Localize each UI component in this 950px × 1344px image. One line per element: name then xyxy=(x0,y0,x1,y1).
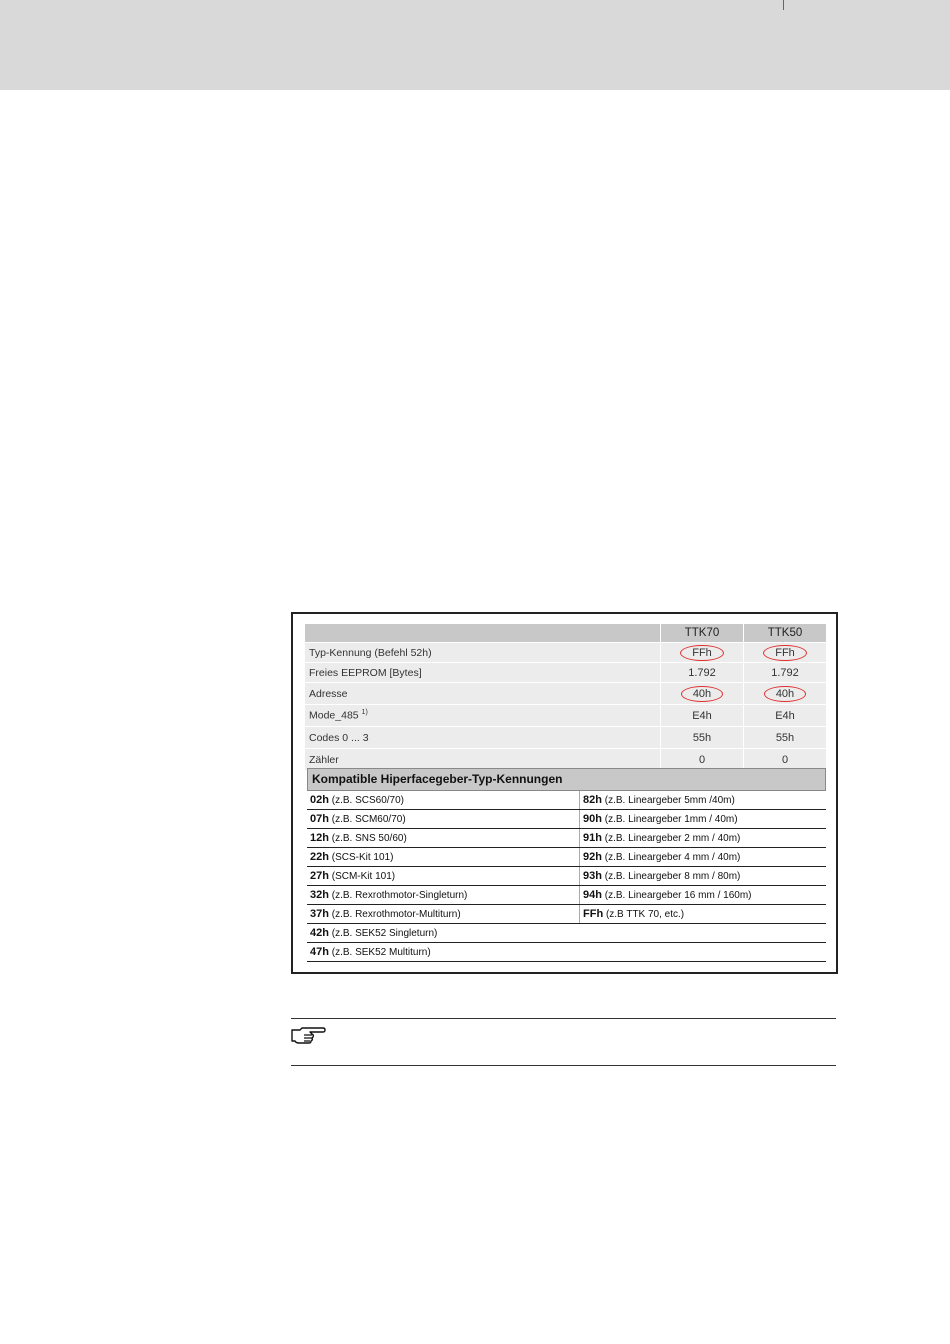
row-label: Adresse xyxy=(305,683,661,705)
row-label: Mode_485 $^{1)}$ xyxy=(305,705,661,727)
row-label: Typ-Kennung (Befehl 52h) xyxy=(305,643,661,663)
note-bottom-rule xyxy=(291,1065,836,1066)
table-row xyxy=(305,727,826,749)
crop-mark xyxy=(783,0,784,10)
encoder-property-table xyxy=(305,624,826,770)
type-description: (z.B. Lineargeber 16 mm / 160m) xyxy=(604,890,752,901)
row-label: Freies EEPROM [Bytes] xyxy=(305,663,661,683)
type-description: (z.B. SEK52 Multiturn) xyxy=(331,947,431,958)
type-code: 12h xyxy=(310,832,329,844)
compatible-codes-title: Kompatible Hiperfacegeber-Typ-Kennungen xyxy=(307,768,826,791)
table-row xyxy=(307,848,826,867)
table-row xyxy=(307,829,826,848)
type-code: 22h xyxy=(310,851,329,863)
encoder-figure xyxy=(291,612,838,974)
row-value: 55h xyxy=(744,727,827,749)
type-code: 37h xyxy=(310,908,329,920)
note-top-rule xyxy=(291,1018,836,1019)
type-code: 47h xyxy=(310,946,329,958)
type-code: 42h xyxy=(310,927,329,939)
property-table-header xyxy=(305,624,826,643)
type-description: (z.B. Lineargeber 2 mm / 40m) xyxy=(604,833,741,844)
compatible-codes-table xyxy=(307,768,826,962)
highlighted-value: FFh xyxy=(763,645,807,661)
table-row xyxy=(305,749,826,771)
type-code: FFh xyxy=(583,908,604,920)
row-value: E4h xyxy=(661,705,744,727)
type-code: 90h xyxy=(583,813,602,825)
row-label: Codes 0 ... 3 xyxy=(305,727,661,749)
table-row xyxy=(307,943,826,962)
pointing-hand-icon xyxy=(290,1025,326,1045)
row-value: 0 xyxy=(661,749,744,771)
highlighted-value: 40h xyxy=(764,686,806,702)
table-row xyxy=(307,905,826,924)
type-description: (z.B. Lineargeber 4 mm / 40m) xyxy=(604,852,741,863)
type-code: 82h xyxy=(583,794,602,806)
table-row xyxy=(305,663,826,683)
highlighted-value: 40h xyxy=(681,686,723,702)
type-description: (z.B. Lineargeber 1mm / 40m) xyxy=(604,814,738,825)
type-description: (z.B. SCM60/70) xyxy=(331,814,406,825)
footnote-marker: 1) xyxy=(361,709,368,717)
table-row xyxy=(305,705,826,727)
type-code: 07h xyxy=(310,813,329,825)
highlighted-value: FFh xyxy=(680,645,724,661)
table-row xyxy=(307,867,826,886)
table-row xyxy=(307,791,826,810)
type-description: (z.B. SCS60/70) xyxy=(331,795,405,806)
row-value: 0 xyxy=(744,749,827,771)
type-description: (z.B. SNS 50/60) xyxy=(331,833,407,844)
table-row xyxy=(307,924,826,943)
row-value: 55h xyxy=(661,727,744,749)
table-row xyxy=(305,643,826,663)
type-description: (z.B. Rexrothmotor-Multiturn) xyxy=(331,909,461,920)
type-description: (SCM-Kit 101) xyxy=(331,871,396,882)
type-code: 32h xyxy=(310,889,329,901)
type-code: 94h xyxy=(583,889,602,901)
header-ttk70: TTK70 xyxy=(661,624,744,643)
type-description: (z.B TTK 70, etc.) xyxy=(605,909,685,920)
row-value: 1.792 xyxy=(661,663,744,683)
type-code: 91h xyxy=(583,832,602,844)
table-row xyxy=(307,810,826,829)
header-ttk50: TTK50 xyxy=(744,624,827,643)
type-description: (z.B. Rexrothmotor-Singleturn) xyxy=(331,890,468,901)
type-description: (z.B. Lineargeber 5mm /40m) xyxy=(604,795,735,806)
row-value: 1.792 xyxy=(744,663,827,683)
type-code: 27h xyxy=(310,870,329,882)
row-label: Zähler xyxy=(305,749,661,771)
table-row xyxy=(307,886,826,905)
type-code: 02h xyxy=(310,794,329,806)
page-header-band xyxy=(0,0,950,90)
type-description: (SCS-Kit 101) xyxy=(331,852,394,863)
type-description: (z.B. SEK52 Singleturn) xyxy=(331,928,438,939)
table-row xyxy=(305,683,826,705)
type-code: 92h xyxy=(583,851,602,863)
row-value: E4h xyxy=(744,705,827,727)
type-code: 93h xyxy=(583,870,602,882)
header-label-column xyxy=(305,624,661,643)
type-description: (z.B. Lineargeber 8 mm / 80m) xyxy=(604,871,741,882)
